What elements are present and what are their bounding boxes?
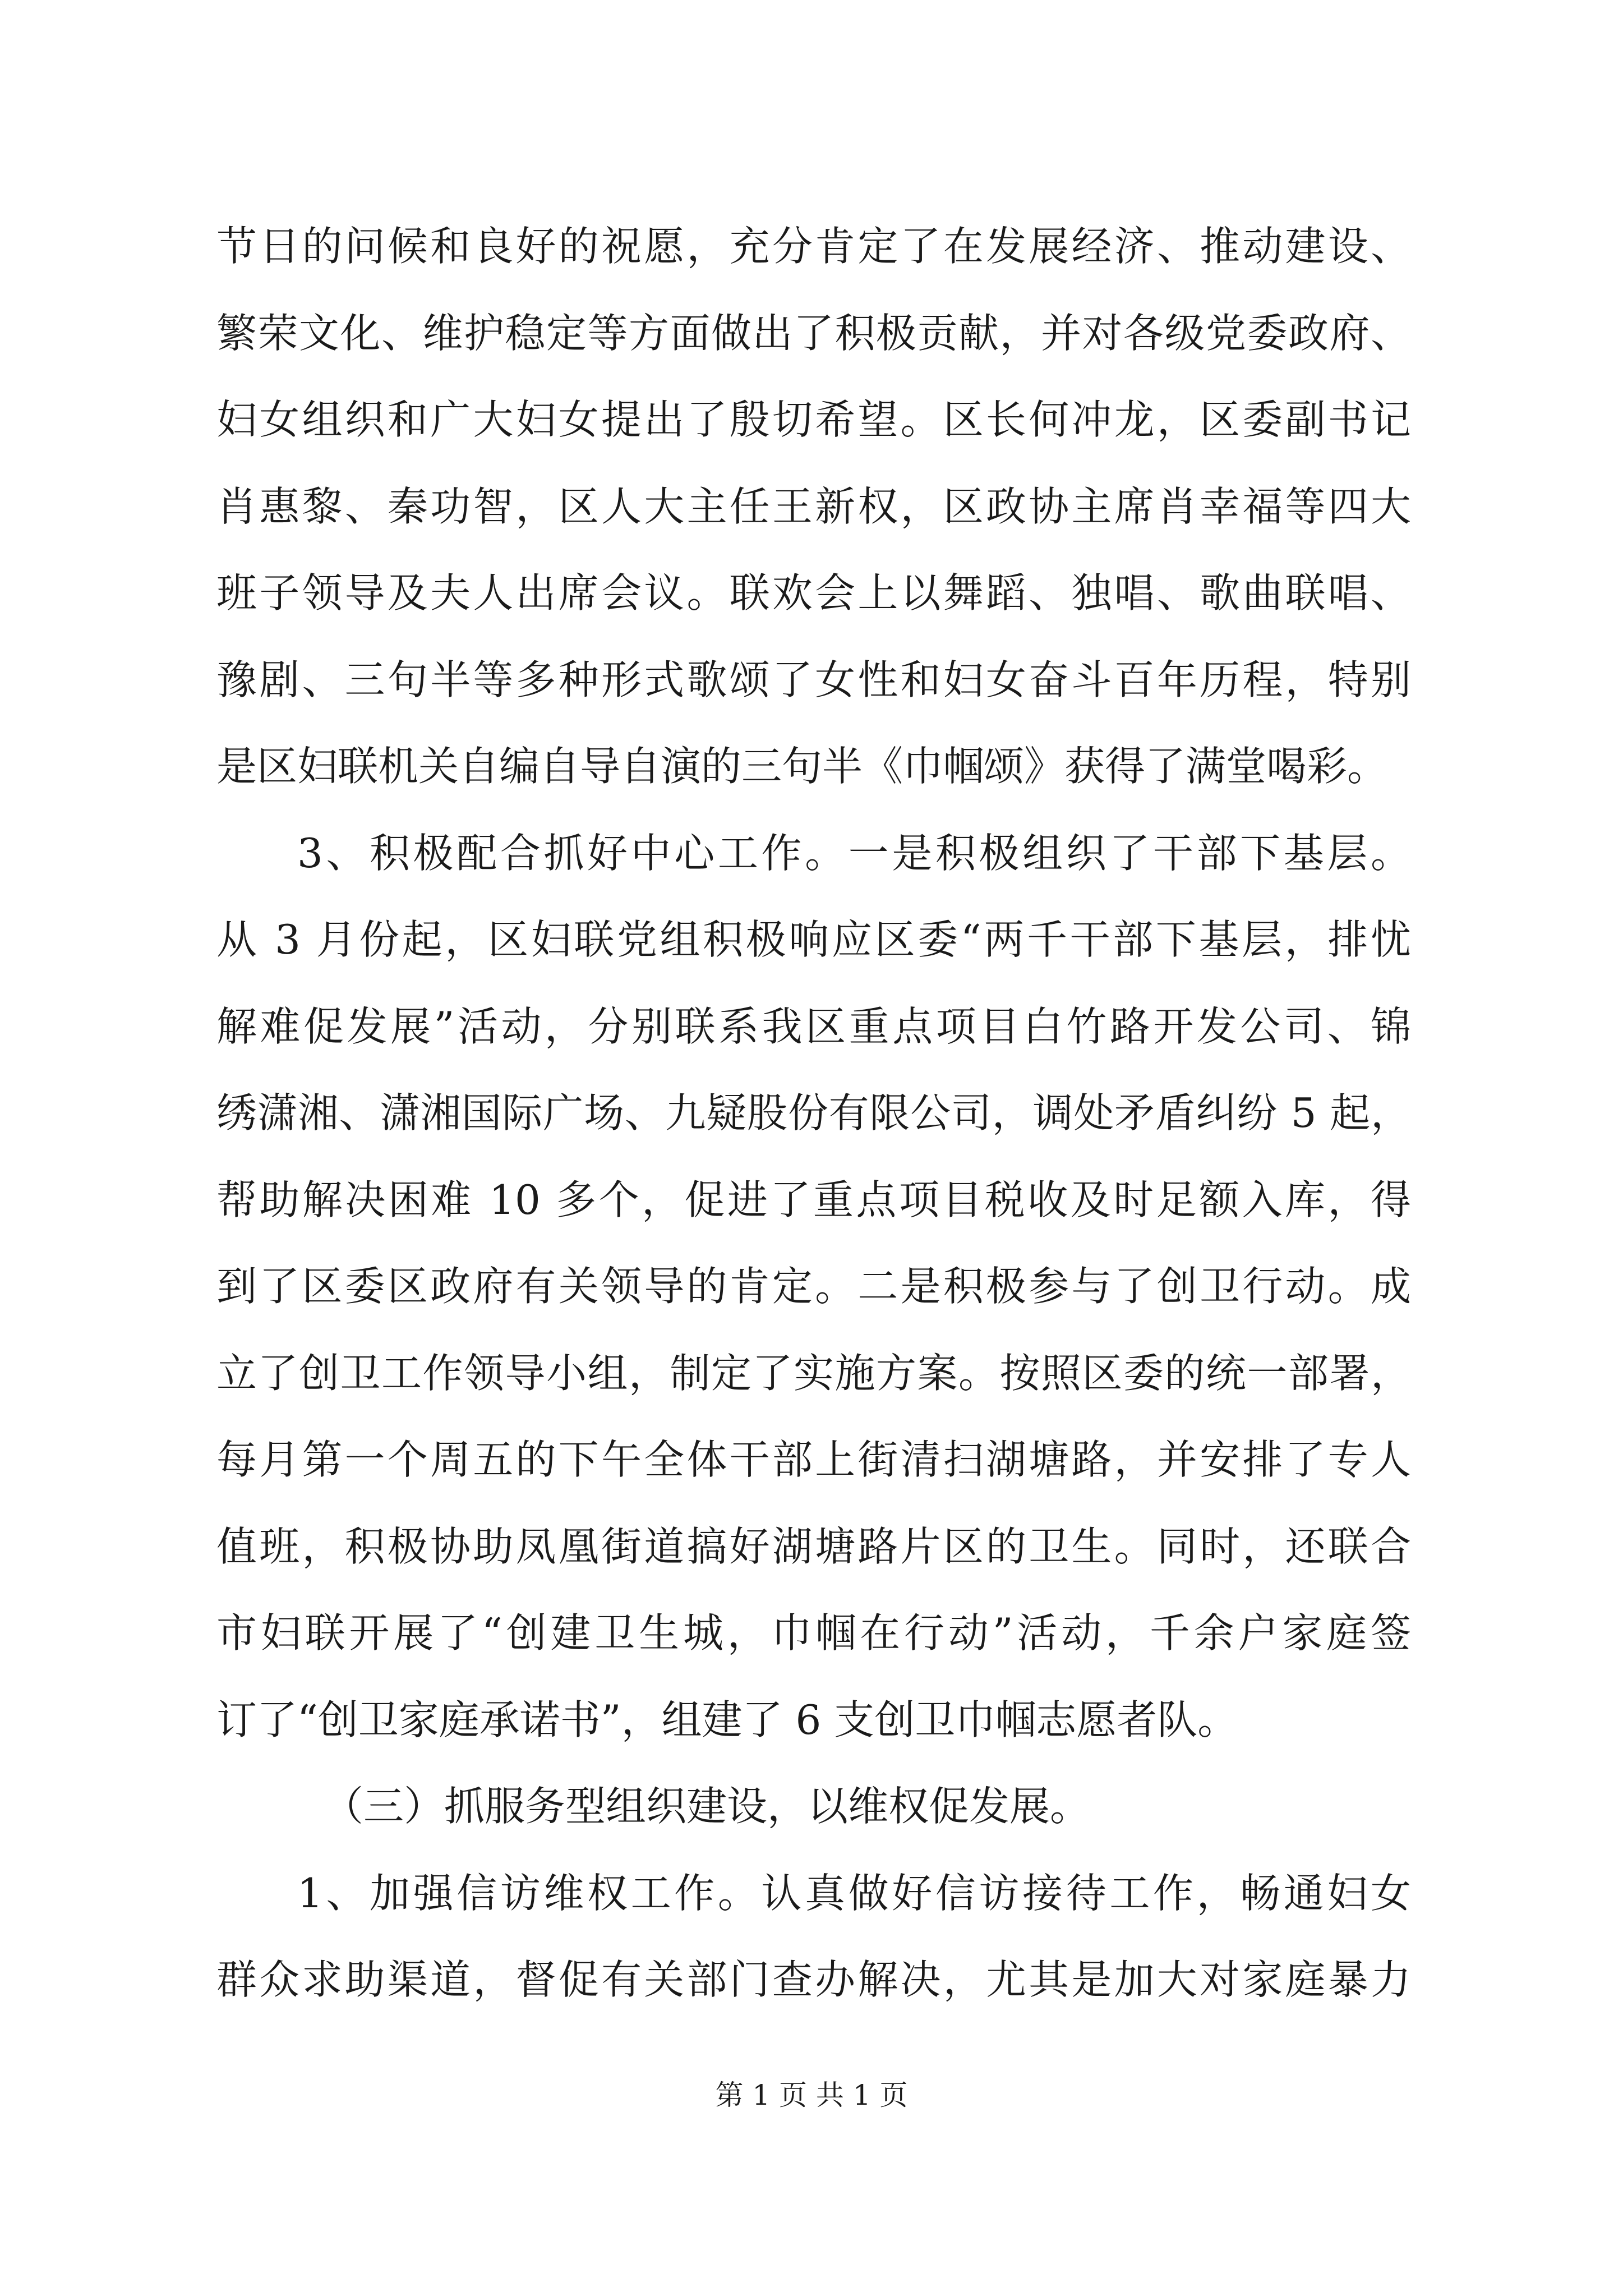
text-line: 每月第一个周五的下午全体干部上街清扫湖塘路，并安排了专人 xyxy=(216,1436,1411,1483)
text-line: 立了创卫工作领导小组，制定了实施方案。按照区委的统一部署， xyxy=(216,1349,1411,1397)
body-text xyxy=(216,203,1411,2023)
text-line: 帮助解决困难 10 多个，促进了重点项目税收及时足额入库，得 xyxy=(216,1176,1411,1223)
text-line: 节日的问候和良好的祝愿，充分肯定了在发展经济、推动建设、 xyxy=(216,223,1411,270)
text-line: 到了区委区政府有关领导的肯定。二是积极参与了创卫行动。成 xyxy=(216,1263,1411,1310)
text-line: 值班，积极协助凤凰街道搞好湖塘路片区的卫生。同时，还联合 xyxy=(216,1522,1411,1570)
text-line: 群众求助渠道，督促有关部门查办解决，尤其是加大对家庭暴力 xyxy=(216,1956,1411,2003)
text-line: 妇女组织和广大妇女提出了殷切希望。区长何冲龙，区委副书记 xyxy=(216,396,1411,443)
text-line: 订了“创卫家庭承诺书”，组建了 6 支创卫巾帼志愿者队。 xyxy=(216,1696,1238,1743)
text-line: 是区妇联机关自编自导自演的三句半《巾帼颂》获得了满堂喝彩。 xyxy=(216,743,1388,790)
page-footer: 第 1 页 共 1 页 xyxy=(715,2079,908,2111)
text-line: 繁荣文化、维护稳定等方面做出了积极贡献，并对各级党委政府、 xyxy=(216,309,1411,357)
text-line: 绣潇湘、潇湘国际广场、九疑股份有限公司，调处矛盾纠纷 5 起， xyxy=(216,1089,1411,1137)
text-line: 解难促发展”活动，分别联系我区重点项目白竹路开发公司、锦 xyxy=(216,1002,1411,1050)
text-line: 豫剧、三句半等多种形式歌颂了女性和妇女奋斗百年历程，特别 xyxy=(216,656,1411,703)
text-line: 市妇联开展了“创建卫生城，巾帼在行动”活动，千余户家庭签 xyxy=(216,1609,1411,1657)
text-line: 从 3 月份起，区妇联党组积极响应区委“两千干部下基层，排忧 xyxy=(216,916,1411,963)
section-heading: （三）抓服务型组织建设，以维权促发展。 xyxy=(323,1783,1091,1830)
text-line: 肖惠黎、秦功智，区人大主任王新权，区政协主席肖幸福等四大 xyxy=(216,482,1411,530)
paragraph-start-line: 1、加强信访维权工作。认真做好信访接待工作，畅通妇女 xyxy=(297,1869,1411,1917)
text-line: 班子领导及夫人出席会议。联欢会上以舞蹈、独唱、歌曲联唱、 xyxy=(216,569,1411,616)
paragraph-start-line: 3、积极配合抓好中心工作。一是积极组织了干部下基层。 xyxy=(297,829,1411,877)
